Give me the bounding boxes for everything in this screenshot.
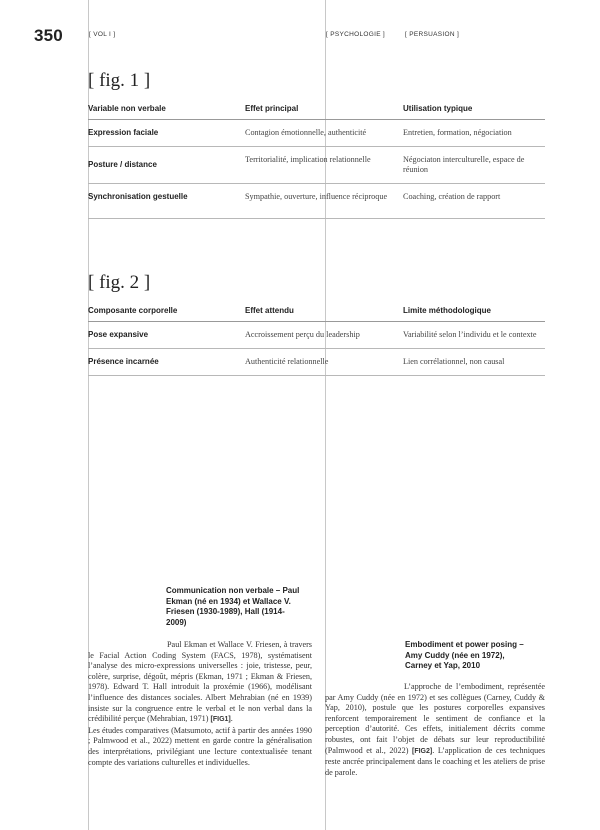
fig1-header-row	[88, 104, 545, 120]
fig1-cell: Entretien, formation, négociation	[403, 120, 545, 147]
body-text-d: . L’application de ces techniques reste ancrée principalement dans le coaching et les ateliers de prise de parole.	[325, 745, 546, 777]
fig2-table	[88, 306, 545, 376]
page-number: 350	[34, 26, 63, 45]
body-text-b: Les études comparatives (Matsumoto, actif à partir des années 1990 ; Palmwood et al., 2022) mettent en garde contre la généralisation des interprétations, privilégiant une lecture contextualisée tenant compte des variations culturelles et individuelles.	[88, 725, 312, 767]
fig2-cell: Authenticité relationnelle	[245, 349, 403, 376]
fig2-header-limite: Limite méthodologique	[403, 306, 545, 322]
fig1-cell: Territorialité, implication relationnelle	[245, 147, 403, 184]
fig1-header-utilisation: Utilisation typique	[403, 104, 545, 120]
fig1-cell: Coaching, création de rapport	[403, 184, 545, 219]
fig2-reference: [FIG2]	[411, 747, 433, 755]
table-row	[88, 322, 545, 349]
fig2-cell: Pose expansive	[88, 322, 245, 349]
fig2-cell: Lien corrélationnel, non causal	[403, 349, 545, 376]
fig1-cell: Contagion émotionnelle, authenticité	[245, 120, 403, 147]
section-title-embodiment: Embodiment et power posing – Amy Cuddy (née en 1972), Carney et Yap, 2010	[405, 640, 524, 670]
fig1-label: [ fig. 1 ]	[88, 70, 151, 91]
section-body-embodiment	[325, 682, 545, 778]
fig1-reference: [FIG1]	[210, 716, 231, 724]
fig2-label: [ fig. 2 ]	[88, 272, 151, 293]
fig1-header-variable: Variable non verbale	[88, 104, 245, 120]
fig1-cell: Synchronisation gestuelle	[88, 184, 245, 219]
fig1-cell: Expression faciale	[88, 120, 245, 147]
section-body-nonverbal: Paul Ekman et Wallace V. Friesen, à travers le Facial Action Coding System (FACS, 1978), systématisent l’analyse des micro-expressions universelles : joie, tristesse, peur, colère, surprise, dégoût, mépris (Ekman, 1971 ; Ekman & Friesen, 1978). Edward T. Hall introduit la proxémie (1966), modélisant l’influence des distances sociales. Albert Mehrabian (né en 1939) insiste sur la congruence entre le verbal et le non verbal dans la crédibilité perçue (Mehrabian, 1971) [FIG1]. Les études comparatives (Matsumoto, actif à partir des années 1990 ; Palmwood et al., 2022) mettent en garde contre la généralisation des interprétations, privilégiant une lecture contextualisée tenant compte des variations culturelles et individuelles.	[88, 640, 312, 767]
fig1-table	[88, 104, 545, 219]
header-section-persuasion: [ PERSUASION ]	[405, 31, 460, 38]
body-text-c: L’approche de l’embodiment, représentée par Amy Cuddy (née en 1972) et ses collègues (Carney, Cuddy & Yap, 2010), postule que les postures corporelles expansives renforcent temporairement le sentiment de confiance et la perception d’autorité. Ces effets, initialement décrits comme robustes, ont fait l’objet de débats sur leur reproductibilité (Palmwood et al., 2022)	[325, 682, 545, 755]
body-text-a: Paul Ekman et Wallace V. Friesen, à travers le Facial Action Coding System (FACS, 1978), systématisent l’analyse des micro-expressions universelles : joie, tristesse, peur, colère, surprise, dégoût, mépris (Ekman, 1971 ; Ekman & Friesen, 1978). Edward T. Hall introduit la proxémie (1966), modélisant l’influence des distances sociales. Albert Mehrabian (né en 1939) insiste sur la congruence entre le verbal et le non verbal dans la crédibilité perçue (Mehrabian, 1971)	[88, 640, 312, 724]
header-vol: [ VOL I ]	[89, 31, 116, 38]
table-row	[88, 184, 545, 219]
header-section-psychologie: [ PSYCHOLOGIE ]	[326, 31, 386, 38]
section-title-nonverbal: Communication non verbale – Paul Ekman (né en 1934) et Wallace V. Friesen (1930-1989), Hall (1914-2009)	[166, 586, 300, 627]
fig2-cell: Présence incarnée	[88, 349, 245, 376]
table-row	[88, 349, 545, 376]
fig2-cell: Variabilité selon l’individu et le contexte	[403, 322, 545, 349]
fig1-cell: Sympathie, ouverture, influence réciproque	[245, 184, 403, 219]
fig1-cell: Négociaton interculturelle, espace de réunion	[403, 147, 545, 184]
fig1-header-effet: Effet principal	[245, 104, 403, 120]
fig2-header-row	[88, 306, 545, 322]
table-row	[88, 120, 545, 147]
table-row	[88, 147, 545, 184]
fig2-header-effet: Effet attendu	[245, 306, 403, 322]
fig2-header-composante: Composante corporelle	[88, 306, 245, 322]
fig2-cell: Accroissement perçu du leadership	[245, 322, 403, 349]
fig1-cell: Posture / distance	[88, 147, 245, 184]
